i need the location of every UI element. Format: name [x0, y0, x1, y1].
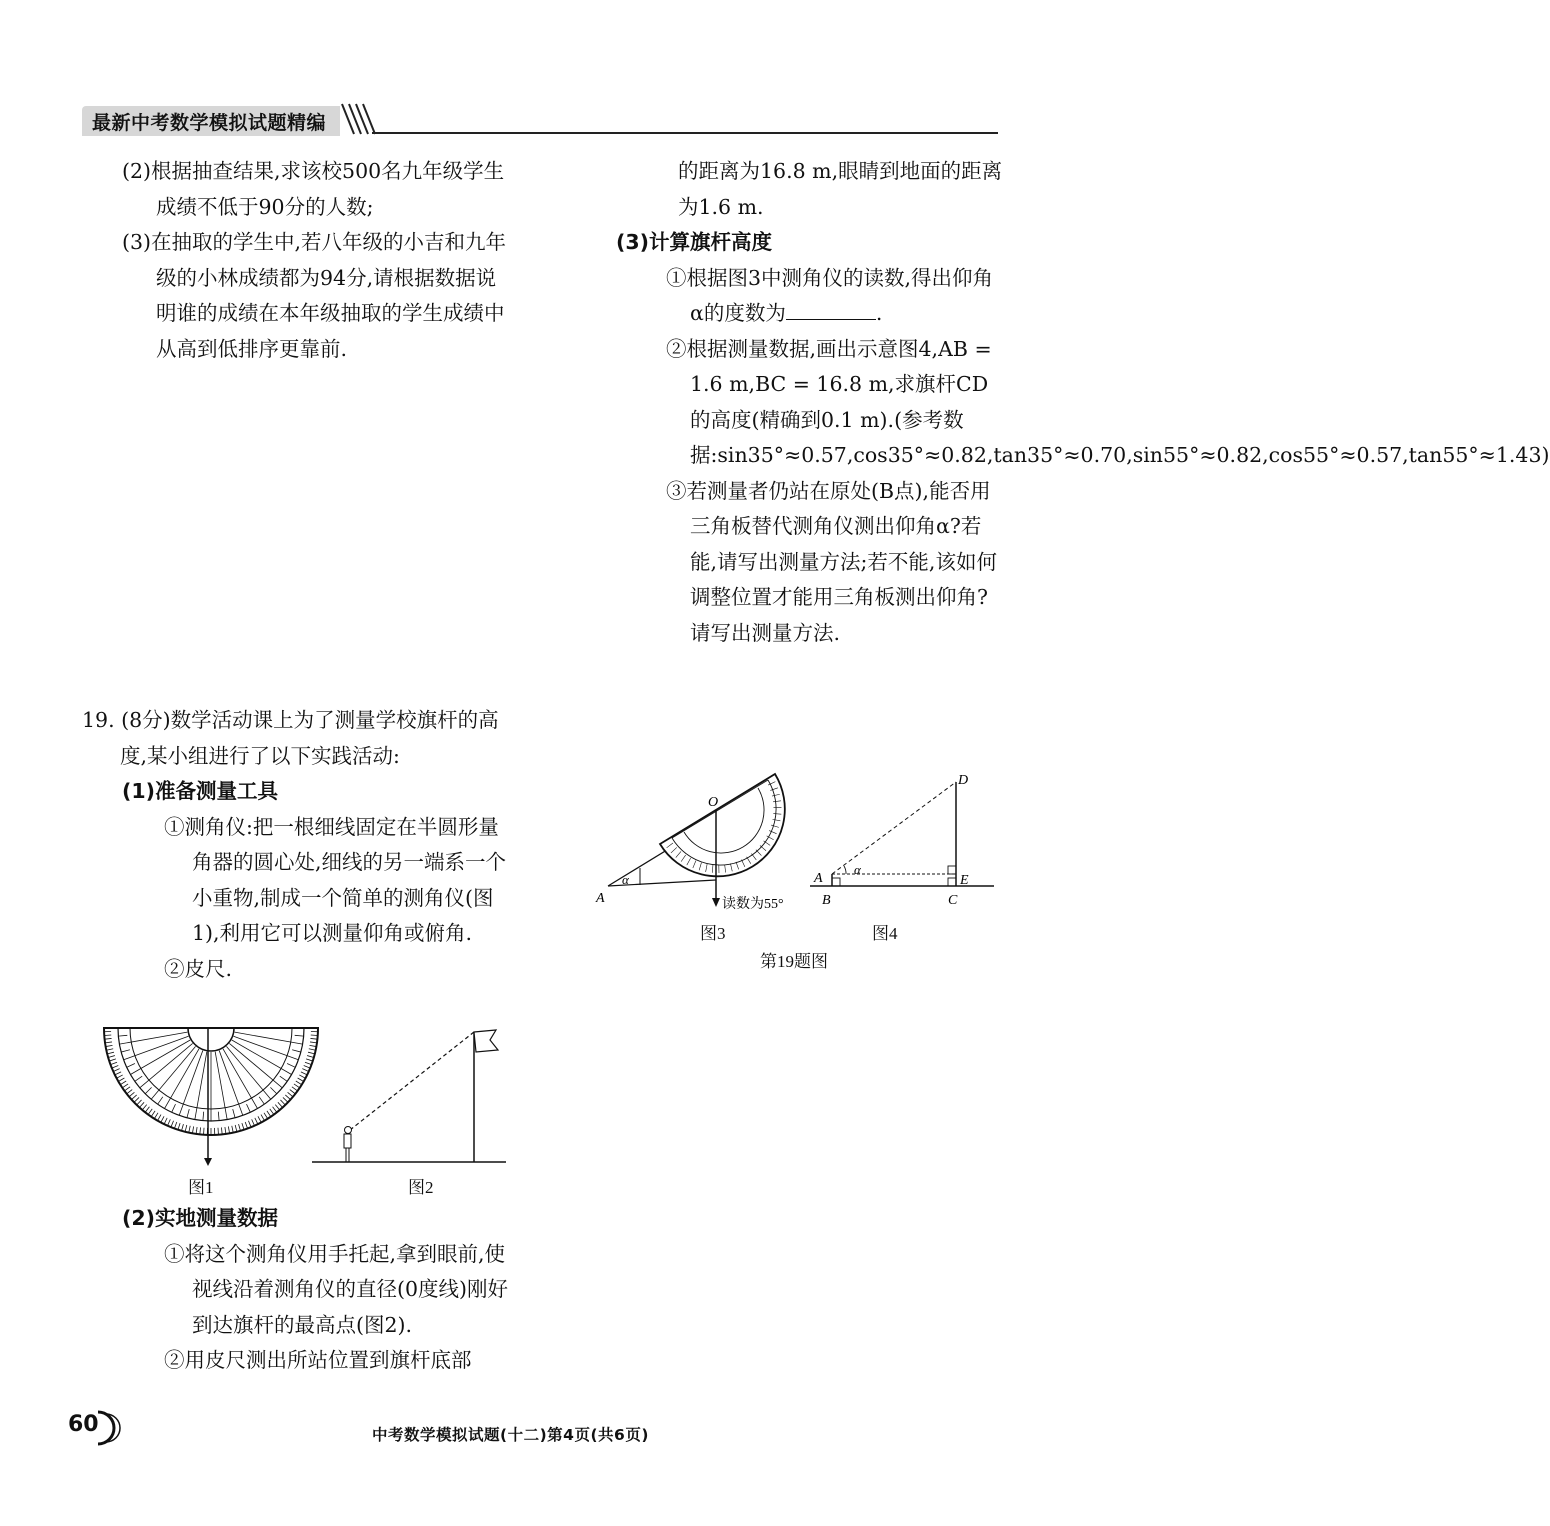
q19-part3-title: (3)计算旗杆高度 [616, 230, 773, 254]
fig4-label-D: D [958, 773, 969, 788]
figure-3-protractor-reading [592, 764, 802, 914]
figure-4-caption: 图4 [872, 924, 898, 943]
fig4-label-E: E [960, 873, 969, 888]
figure-2-flagpole [310, 1026, 508, 1168]
footer-text: 中考数学模拟试题(十二)第4页(共6页) [372, 1426, 649, 1444]
q19-part2-item2: ②用皮尺测出所站位置到旗杆底部 [164, 1348, 472, 1372]
q18-part3: (3)在抽取的学生中,若八年级的小吉和九年级的小林成绩都为94分,请根据数据说明谁的成绩在本年级抽取的学生成绩中从高到低排序更靠前. [122, 230, 507, 361]
q19-part2-item1: ①将这个测角仪用手托起,拿到眼前,使视线沿着测角仪的直径(0度线)刚好到达旗杆的最高点(图2). [164, 1241, 509, 1337]
q19-part2-block [82, 1201, 512, 1379]
q19-part1-item2: ②皮尺. [164, 956, 233, 981]
answer-blank[interactable] [786, 299, 876, 320]
q19-block [82, 703, 512, 987]
q18-part2: (2)根据抽查结果,求该校500名九年级学生成绩不低于90分的人数; [122, 159, 505, 219]
header-stripes-decoration [340, 102, 380, 136]
right-column [612, 154, 1550, 651]
q19-part3-item1: ①根据图3中测角仪的读数,得出仰角α的度数为 . [666, 265, 994, 325]
fig3-label-alpha: α [622, 872, 629, 887]
figure-4-diagram [806, 768, 998, 910]
figure-group-caption: 第19题图 [760, 952, 828, 971]
fig4-label-B: B [822, 893, 831, 908]
figure-1-caption: 图1 [188, 1178, 214, 1197]
fig4-label-alpha: α [854, 862, 861, 877]
fig4-label-C: C [948, 893, 958, 908]
header-rule [372, 132, 998, 134]
figure-1-protractor [100, 1024, 322, 1170]
header-title: 最新中考数学模拟试题精编 [92, 112, 327, 134]
fig3-reading: 读数为55° [722, 897, 784, 912]
figure-2-caption: 图2 [408, 1178, 434, 1197]
q19-part3-item3: ③若测量者仍站在原处(B点),能否用三角板替代测角仪测出仰角α?若能,请写出测量方法;若不能,该如何调整位置才能用三角板测出仰角?请写出测量方法. [666, 478, 997, 645]
person-figure [344, 1127, 352, 1163]
fig4-label-A: A [814, 871, 823, 886]
fig3-label-A: A [596, 891, 605, 906]
q19-continuation: 的距离为16.8 m,眼睛到地面的距离为1.6 m. [678, 159, 1003, 219]
q19-part1-item1: ①测角仪:把一根细线固定在半圆形量角器的圆心处,细线的另一端系一个小重物,制成一个简单的测角仪(图1),利用它可以测量仰角或俯角. [164, 814, 507, 945]
q19-intro: 19. (8分)数学活动课上为了测量学校旗杆的高度,某小组进行了以下实践活动: [82, 708, 499, 768]
page-header [82, 102, 998, 138]
q19-part3-item2: ②根据测量数据,画出示意图4,AB = 1.6 m,BC = 16.8 m,求旗杆CD的高度(精确到0.1 m).(参考数据:sin35°≈0.57,cos35°≈0.82,tan35°≈0.70,sin55°≈0.82,cos55°≈0.57,tan55°≈1.43) [666, 336, 1550, 467]
left-column [82, 154, 512, 367]
q19-part1-title: (1)准备测量工具 [122, 779, 279, 803]
q19-part2-title: (2)实地测量数据 [122, 1206, 279, 1230]
figure-3-caption: 图3 [700, 924, 726, 943]
fig3-label-O: O [708, 795, 719, 810]
page-number: 60 [68, 1412, 99, 1437]
